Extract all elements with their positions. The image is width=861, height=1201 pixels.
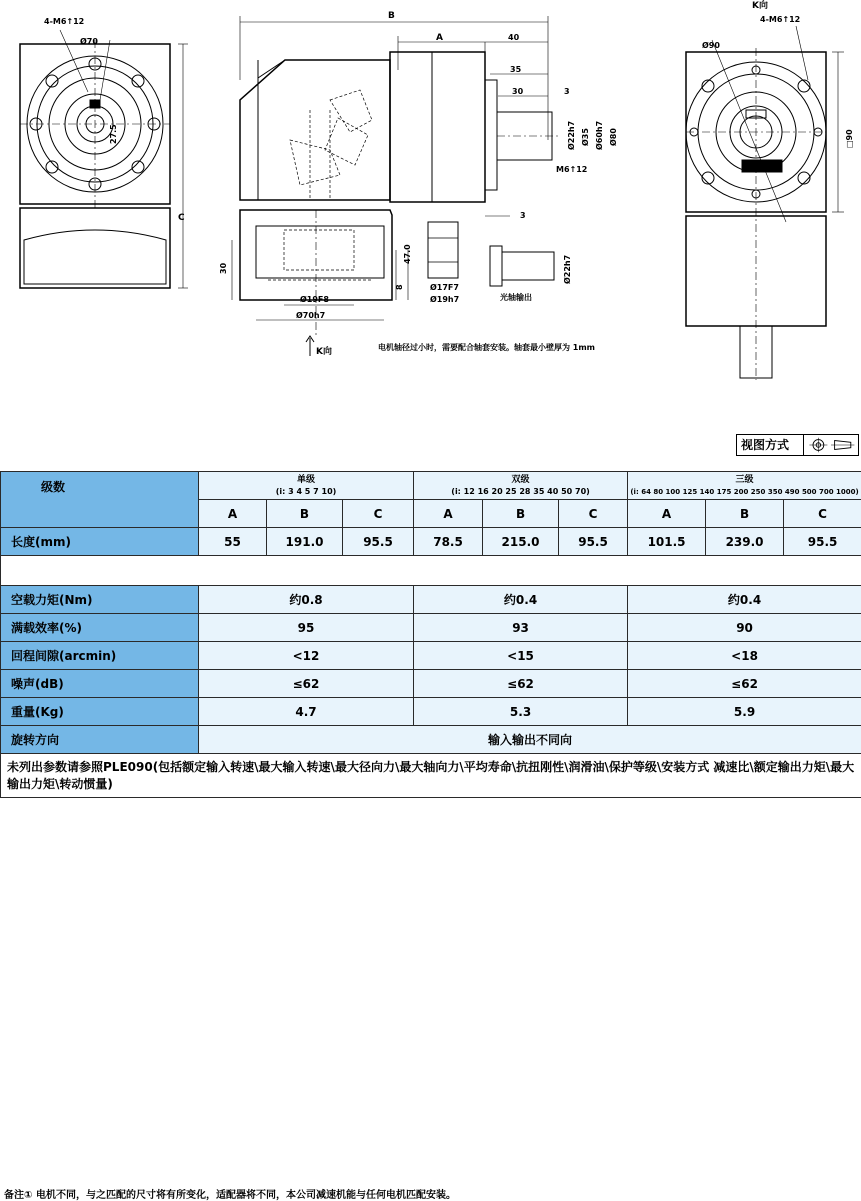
table-row <box>1 698 861 726</box>
dim-3-mid-label: 3 <box>520 211 526 220</box>
stage-header-1 <box>199 472 414 500</box>
k-view <box>686 26 844 380</box>
projection-symbol-icon <box>804 435 858 455</box>
stage-name-2: 双级 <box>414 474 627 486</box>
front-pcd-label: Ø70 <box>80 36 98 46</box>
length-value: 215.0 <box>483 528 559 556</box>
dim-header: C <box>343 500 414 528</box>
row-value: ≤62 <box>628 670 861 698</box>
dim-header: A <box>414 500 483 528</box>
rotation-value: 输入输出不同向 <box>199 726 861 754</box>
table-row <box>1 642 861 670</box>
dim-d1-label: Ø22h7 <box>566 121 576 150</box>
row-value: 约0.8 <box>199 586 414 614</box>
table-row <box>1 726 861 754</box>
dim-3-top-label: 3 <box>564 87 570 96</box>
dim-header: C <box>559 500 628 528</box>
dim-30-left-label: 30 <box>219 262 228 274</box>
k-arrow-label: K向 <box>316 345 332 357</box>
row-value: 95 <box>199 614 414 642</box>
dim-40-label: 40 <box>508 33 520 42</box>
front-bolt-label: 4-M6↑12 <box>44 17 84 26</box>
row-value: <15 <box>414 642 628 670</box>
dim-35-label: 35 <box>510 65 522 74</box>
row-label: 噪声(dB) <box>1 670 199 698</box>
stage-ratios-3: (i: 64 80 100 125 140 175 200 250 350 490 500 700 1000) <box>630 488 858 496</box>
shaft-thread-label: M6↑12 <box>556 165 587 174</box>
table-row <box>1 586 861 614</box>
row-label: 重量(Kg) <box>1 698 199 726</box>
length-value: 78.5 <box>414 528 483 556</box>
row-value: 4.7 <box>199 698 414 726</box>
dim-header: B <box>483 500 559 528</box>
k-view-title: K向 <box>752 0 768 11</box>
length-value: 95.5 <box>559 528 628 556</box>
plain-shaft-label: 光轴输出 <box>500 292 532 302</box>
dim-8-label: 8 <box>395 284 404 290</box>
stage-name-1: 单级 <box>199 474 413 486</box>
rotation-label: 旋转方向 <box>1 726 199 754</box>
row-value: 约0.4 <box>628 586 861 614</box>
dim-header: A <box>628 500 706 528</box>
parameter-note: 未列出参数请参照PLE090(包括额定输入转速\最大输入转速\最大径向力\最大轴向力\平均寿命\抗扭刚性\润滑油\保护等级\安装方式 减速比\额定输出力矩\最大输出力矩\转动惯量) <box>1 754 861 798</box>
view-mode-box <box>736 434 859 456</box>
table-row <box>1 614 861 642</box>
spacer-row <box>1 556 861 586</box>
dim-c-label: C <box>178 213 185 223</box>
length-value: 95.5 <box>784 528 861 556</box>
length-value: 95.5 <box>343 528 414 556</box>
k-view-square-label: □90 <box>845 129 854 148</box>
length-label: 长度(mm) <box>1 528 199 556</box>
dim-d4-label: Ø80 <box>608 128 618 146</box>
view-mode-label: 视图方式 <box>737 435 804 455</box>
front-view <box>20 30 188 288</box>
row-value: 93 <box>414 614 628 642</box>
stage-header-2 <box>414 472 628 500</box>
k-view-bolt-label: 4-M6↑12 <box>760 15 800 24</box>
dim-b-label: B <box>388 11 395 21</box>
sleeve-d2-label: Ø19h7 <box>430 294 459 304</box>
row-value: 约0.4 <box>414 586 628 614</box>
bore2-label: Ø70h7 <box>296 310 325 320</box>
dim-d5-label: 47.0 <box>403 244 412 264</box>
row-value: 5.3 <box>414 698 628 726</box>
row-label: 满载效率(%) <box>1 614 199 642</box>
dim-header: B <box>267 500 343 528</box>
stage-label: 级数 <box>1 472 199 528</box>
dim-a-label: A <box>436 33 443 43</box>
sleeve-d1-label: Ø17F7 <box>430 282 459 292</box>
spacer-cell <box>1 556 861 586</box>
motor-note: 电机轴径过小时，需要配合轴套安装。轴套最小壁厚为 1mm <box>378 342 595 353</box>
length-value: 55 <box>199 528 267 556</box>
dim-header: B <box>706 500 784 528</box>
row-label: 回程间隙(arcmin) <box>1 642 199 670</box>
plain-shaft-dia-label: Ø22h7 <box>562 255 572 284</box>
length-value: 239.0 <box>706 528 784 556</box>
stage-ratios-2: (i: 12 16 20 25 28 35 40 50 70) <box>451 487 590 496</box>
length-value: 191.0 <box>267 528 343 556</box>
dim-d2-label: Ø35 <box>580 128 590 146</box>
table-row <box>1 670 861 698</box>
k-view-pcd-label: Ø90 <box>702 40 720 50</box>
row-label: 空载力矩(Nm) <box>1 586 199 614</box>
dim-header: C <box>784 500 861 528</box>
stage-ratios-1: (i: 3 4 5 7 10) <box>276 487 337 496</box>
footer-note: 备注① 电机不同，与之匹配的尺寸将有所变化，适配器将不同，本公司减速机能与任何电机匹配安装。 <box>4 1186 456 1201</box>
dim-30-label: 30 <box>512 87 524 96</box>
technical-drawing <box>0 0 861 420</box>
bore1-label: Ø19F8 <box>300 294 329 304</box>
row-value: 90 <box>628 614 861 642</box>
dim-header: A <box>199 500 267 528</box>
row-value: <12 <box>199 642 414 670</box>
front-key-label: 27.5 <box>109 124 118 144</box>
row-value: 5.9 <box>628 698 861 726</box>
stage-header-3 <box>628 472 861 500</box>
row-value: <18 <box>628 642 861 670</box>
stage-name-3: 三级 <box>628 474 861 486</box>
row-value: ≤62 <box>199 670 414 698</box>
row-value: ≤62 <box>414 670 628 698</box>
dim-d3-label: Ø60h7 <box>594 121 604 150</box>
length-value: 101.5 <box>628 528 706 556</box>
spec-table <box>0 471 861 798</box>
